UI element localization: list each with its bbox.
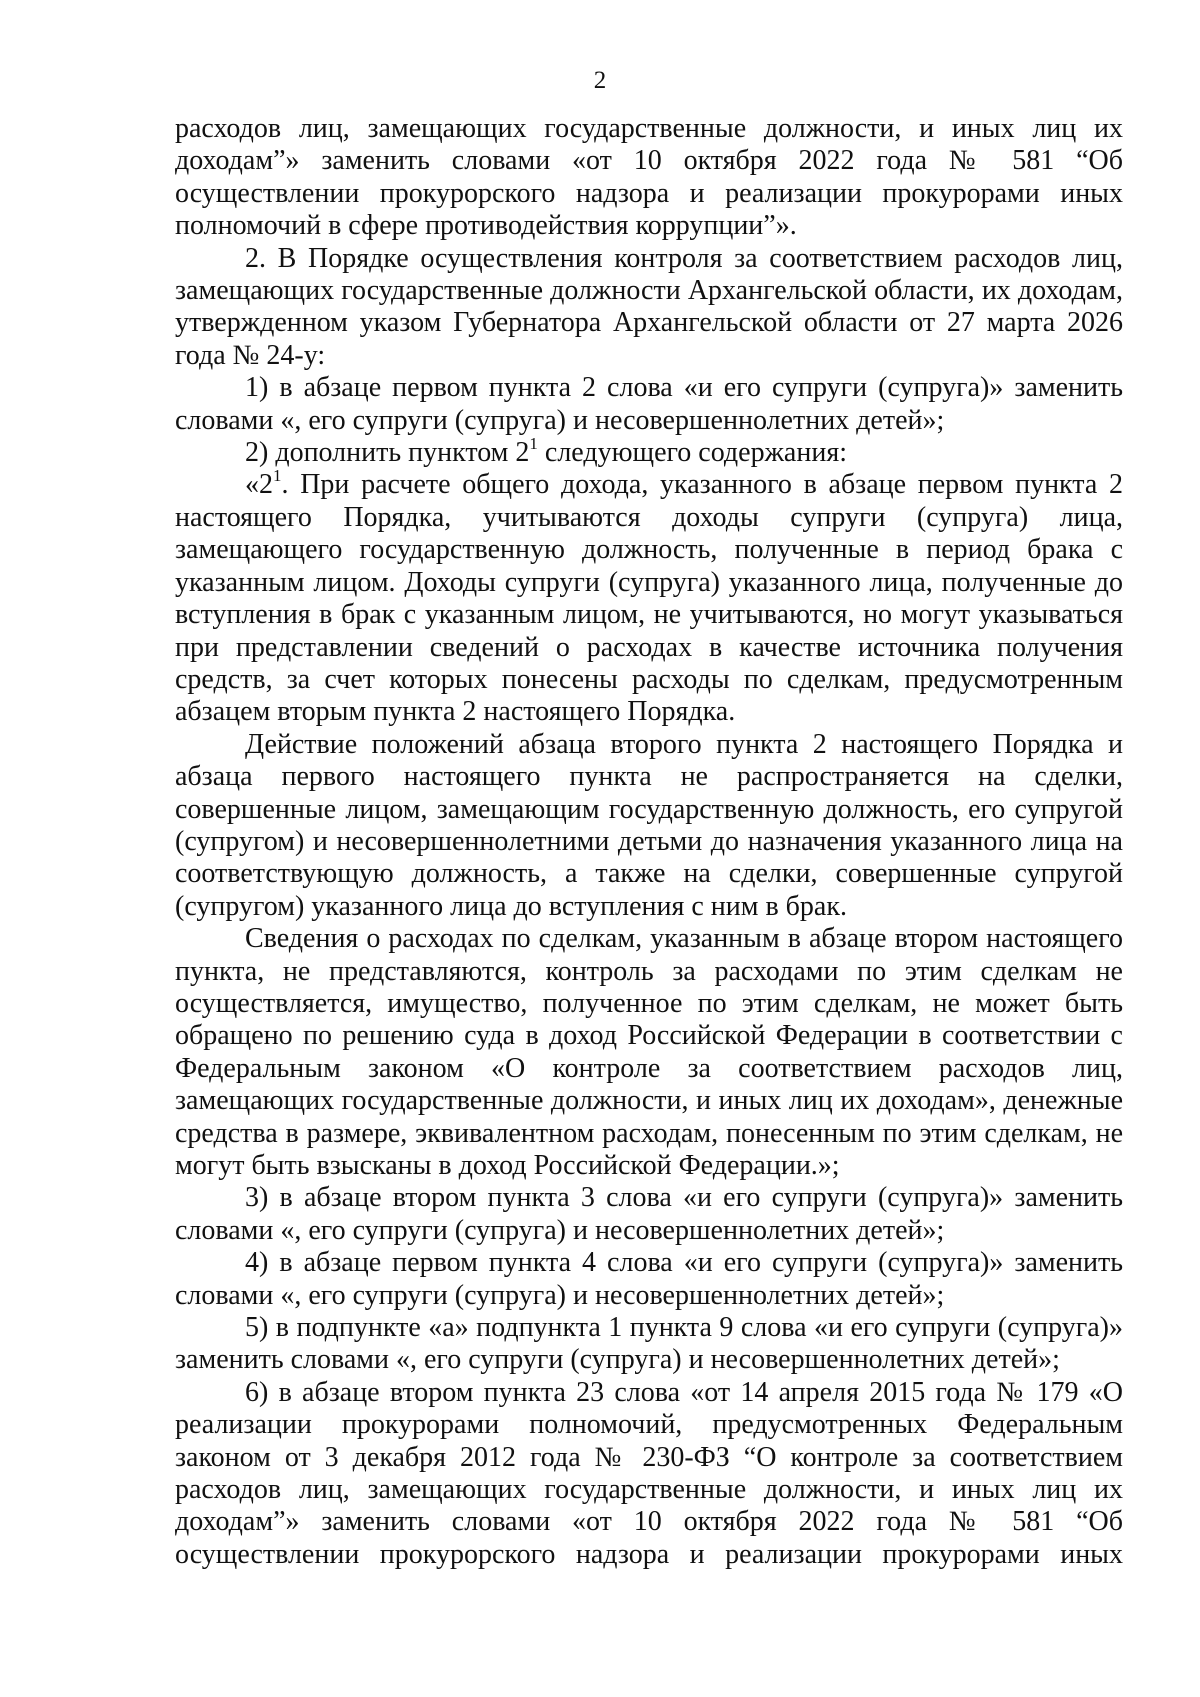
paragraph: Сведения о расходах по сделкам, указанным в абзаце втором настоящего пункта, не представляются, контроль за расходами по этим сделкам не осуществляется, имущество, полученное по этим сделкам, не может быть обращено по решению суда в доход Российской Федерации в соответствии с Федеральным законом «О контроле за соответствием расходов лиц, замещающих государственные должности, и иных лиц их доходам», денежные средства в размере, эквивалентном расходам, понесенным по этим сделкам, не могут быть взысканы в доход Российской Федерации.»; <box>175 923 1123 1181</box>
paragraph-text: 2) дополнить пунктом 2 <box>245 437 530 469</box>
document-body <box>175 113 1123 1571</box>
paragraph: расходов лиц, замещающих государственные должности, и иных лиц их доходам”» заменить словами «от 10 октября 2022 года № 581 “Об осуществлении прокурорского надзора и реализации прокурорами иных полномочий в сфере противодействия коррупции”». <box>175 113 1123 242</box>
superscript: 1 <box>529 433 538 453</box>
paragraph-text: следующего содержания: <box>537 437 847 469</box>
paragraph <box>175 466 1123 728</box>
paragraph <box>175 433 1123 469</box>
paragraph: 5) в подпункте «а» подпункта 1 пункта 9 слова «и его супруги (супруга)» заменить словами «, его супруги (супруга) и несовершеннолетних детей»; <box>175 1312 1123 1376</box>
paragraph: Действие положений абзаца второго пункта 2 настоящего Порядка и абзаца первого настоящего пункта не распространяется на сделки, совершенные лицом, замещающим государственную должность, его супругой (супругом) и несовершеннолетними детьми до назначения указанного лица на соответствующую должность, а также на сделки, совершенные супругой (супругом) указанного лица до вступления с ним в брак. <box>175 728 1123 922</box>
paragraph-text: «2 <box>245 469 273 501</box>
paragraph: 3) в абзаце втором пункта 3 слова «и его супруги (супруга)» заменить словами «, его супруги (супруга) и несовершеннолетних детей»; <box>175 1182 1123 1246</box>
paragraph-text: . При расчете общего дохода, указанного в абзаце первом пункта 2 настоящего Порядка, учитываются доходы супруги (супруга) лица, замещающего государственную должность, полученные в период брака с указанным лицом. Доходы супруги (супруга) указанного лица, полученные до вступления в брак с указанным лицом, не учитываются, но могут указываться при представлении сведений о расходах в качестве источника получения средств, за счет которых понесены расходы по сделкам, предусмотренным абзацем вторым пункта 2 настоящего Порядка. <box>175 469 1123 728</box>
paragraph: 1) в абзаце первом пункта 2 слова «и его супруги (супруга)» заменить словами «, его супруги (супруга) и несовершеннолетних детей»; <box>175 372 1123 436</box>
paragraph: 4) в абзаце первом пункта 4 слова «и его супруги (супруга)» заменить словами «, его супруги (супруга) и несовершеннолетних детей»; <box>175 1247 1123 1311</box>
page-number: 2 <box>593 67 607 94</box>
superscript: 1 <box>273 466 282 486</box>
paragraph: 2. В Порядке осуществления контроля за соответствием расходов лиц, замещающих государственные должности Архангельской области, их доходам, утвержденном указом Губернатора Архангельской области от 27 марта 2026 года № 24-у: <box>175 242 1123 371</box>
paragraph: 6) в абзаце втором пункта 23 слова «от 14 апреля 2015 года № 179 «О реализации прокурорами полномочий, предусмотренных Федеральным законом от 3 декабря 2012 года № 230-ФЗ “О контроле за соответствием расходов лиц, замещающих государственные должности, и иных лиц их доходам”» заменить словами «от 10 октября 2022 года № 581 “Об осуществлении прокурорского надзора и реализации прокурорами иных <box>175 1376 1123 1570</box>
